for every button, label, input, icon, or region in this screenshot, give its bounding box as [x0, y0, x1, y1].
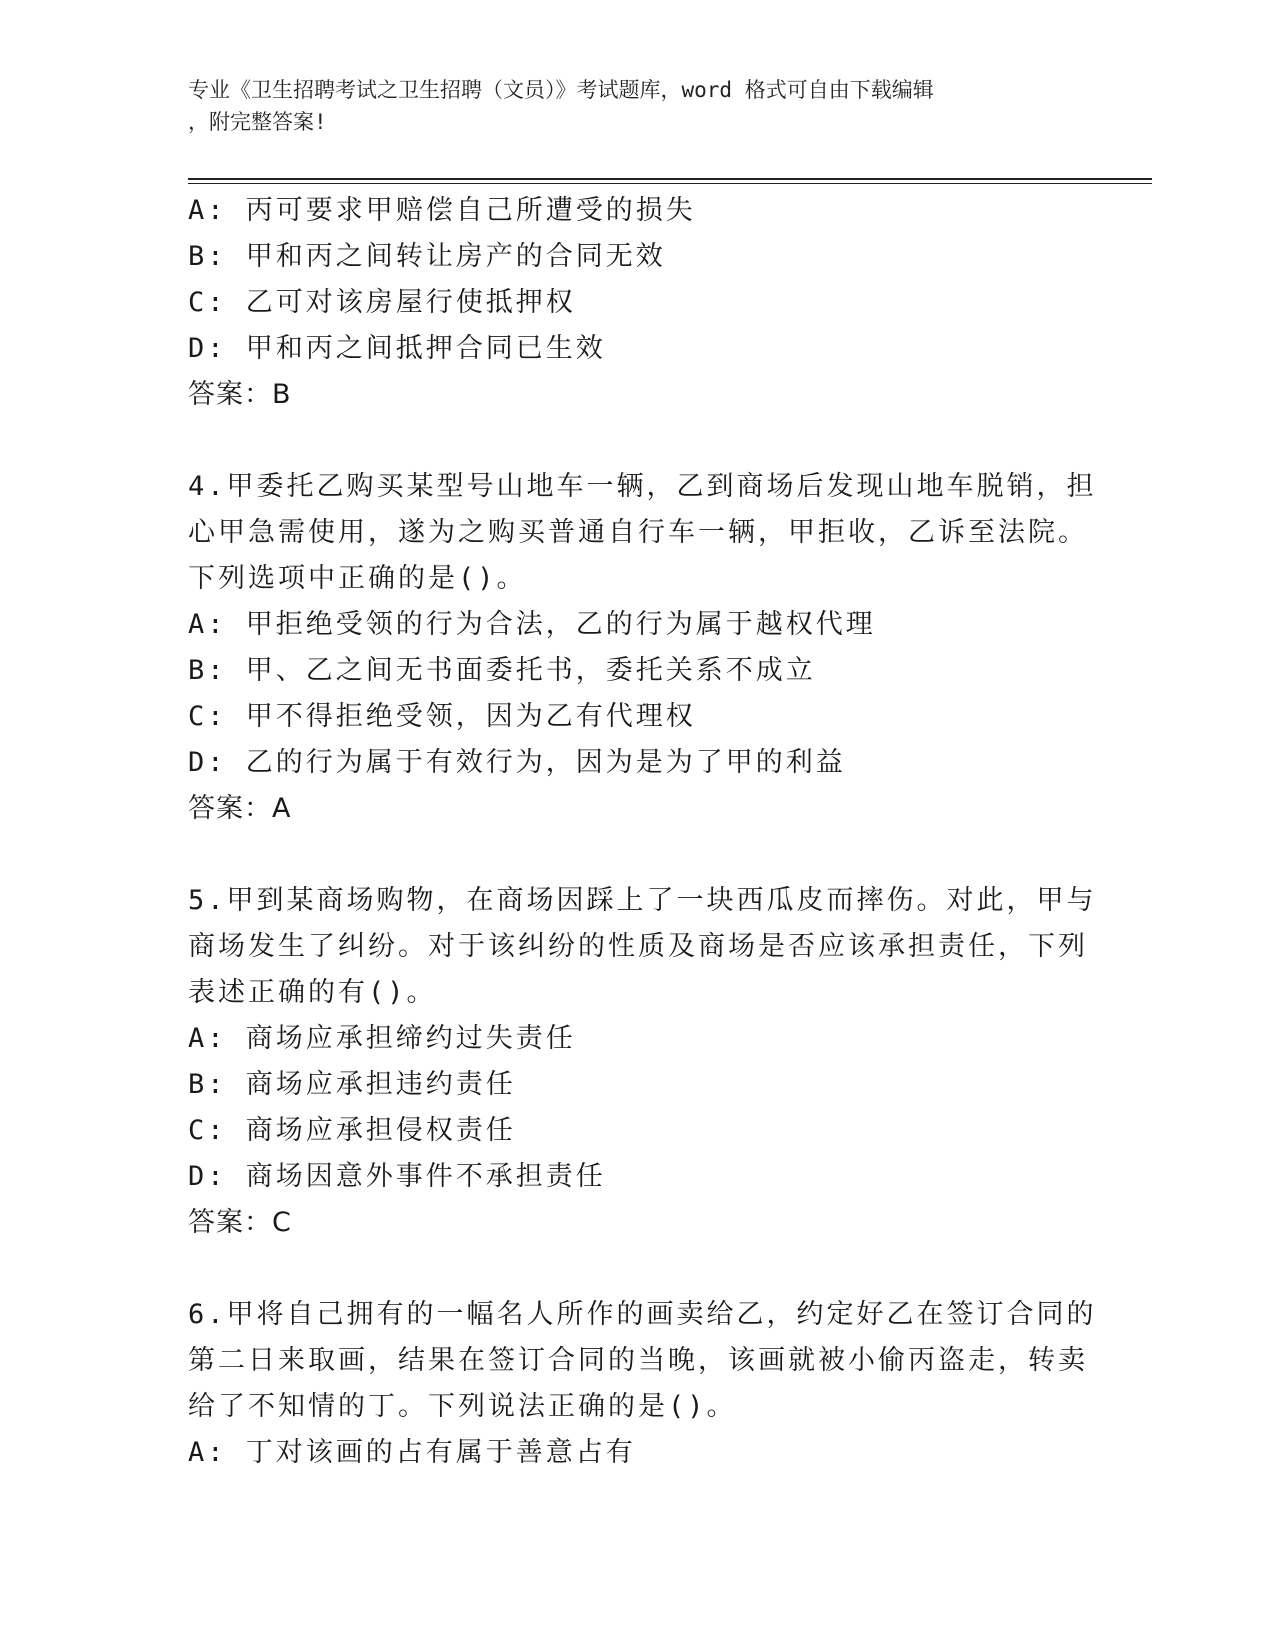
option-b: B: 甲、乙之间无书面委托书，委托关系不成立	[188, 655, 816, 686]
question-text-line: 商场发生了纠纷。对于该纠纷的性质及商场是否应该承担责任，下列	[188, 931, 1088, 962]
option-d: D: 乙的行为属于有效行为，因为是为了甲的利益	[188, 747, 846, 778]
option-c: C: 商场应承担侵权责任	[188, 1115, 516, 1146]
question-text-line: 6.甲将自己拥有的一幅名人所作的画卖给乙，约定好乙在签订合同的	[188, 1299, 1097, 1330]
question-text-line: 给了不知情的丁。下列说法正确的是()。	[188, 1391, 737, 1422]
answer: 答案：C	[188, 1207, 292, 1238]
option-a: A: 丁对该画的占有属于善意占有	[188, 1437, 636, 1468]
question-3-continued	[188, 188, 1068, 418]
option-d: D: 甲和丙之间抵押合同已生效	[188, 333, 606, 364]
option-c: C: 乙可对该房屋行使抵押权	[188, 287, 576, 318]
question-text-line: 表述正确的有()。	[188, 977, 437, 1008]
option-c: C: 甲不得拒绝受领，因为乙有代理权	[188, 701, 696, 732]
question-list	[188, 188, 1097, 1476]
spacer	[188, 832, 1068, 878]
spacer	[188, 418, 1068, 464]
question-text-line: 第二日来取画，结果在签订合同的当晚，该画就被小偷丙盗走，转卖	[188, 1345, 1088, 1376]
question-text-line: 4.甲委托乙购买某型号山地车一辆，乙到商场后发现山地车脱销，担	[188, 471, 1097, 502]
answer: 答案：A	[188, 793, 292, 824]
option-d: D: 商场因意外事件不承担责任	[188, 1161, 606, 1192]
header-line-1: 专业《卫生招聘考试之卫生招聘（文员）》考试题库，word 格式可自由下载编辑	[188, 78, 934, 102]
question-text-line: 心甲急需使用，遂为之购买普通自行车一辆，甲拒收，乙诉至法院。	[188, 517, 1088, 548]
option-b: B: 商场应承担违约责任	[188, 1069, 516, 1100]
option-a: A: 商场应承担缔约过失责任	[188, 1023, 576, 1054]
option-a: A: 甲拒绝受领的行为合法，乙的行为属于越权代理	[188, 609, 876, 640]
question-text-line: 下列选项中正确的是()。	[188, 563, 527, 594]
option-a: A: 丙可要求甲赔偿自己所遭受的损失	[188, 195, 696, 226]
header-divider	[188, 178, 1152, 180]
answer: 答案：B	[188, 379, 292, 410]
question-6	[188, 1292, 1097, 1476]
option-b: B: 甲和丙之间转让房产的合同无效	[188, 241, 666, 272]
header-divider-thin	[188, 183, 1152, 184]
document-header	[188, 74, 1068, 138]
question-4	[188, 464, 1097, 832]
question-text-line: 5.甲到某商场购物，在商场因踩上了一块西瓜皮而摔伤。对此，甲与	[188, 885, 1097, 916]
question-5	[188, 878, 1097, 1246]
header-line-2: ，附完整答案!	[188, 110, 327, 134]
spacer	[188, 1246, 1068, 1292]
